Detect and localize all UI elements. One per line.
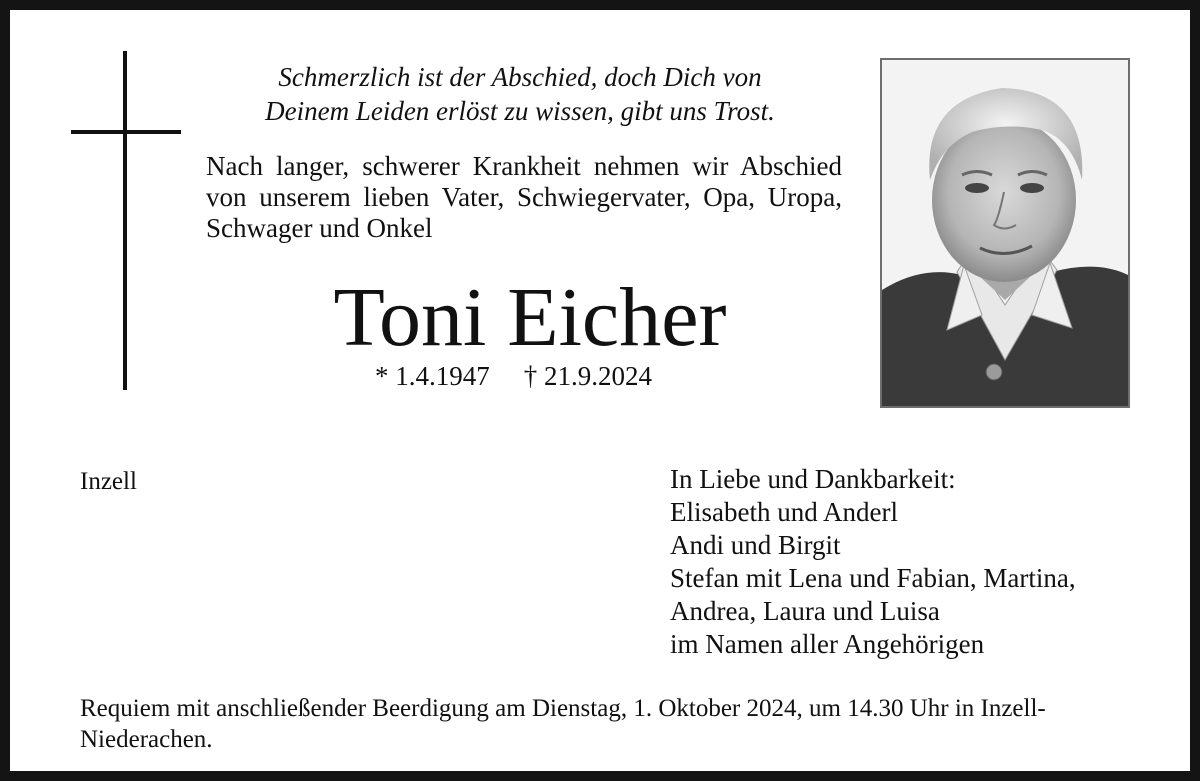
signoff-line: Stefan mit Lena und Fabian, Martina,: [670, 563, 1076, 593]
signoff-line: Andrea, Laura und Luisa: [670, 596, 940, 626]
cross-vertical-bar: [123, 51, 127, 390]
signoff-line: In Liebe und Dankbarkeit:: [670, 464, 956, 494]
quote-line-1: Schmerzlich ist der Abschied, doch Dich von: [278, 62, 762, 92]
intro-text: Nach langer, schwerer Krankheit nehmen wir Abschied von unserem lieben Vater, Schwiegervater, Opa, Uropa, Schwager und Onkel: [206, 151, 842, 243]
portrait-illustration: [882, 60, 1128, 406]
birth-date: * 1.4.1947: [375, 361, 490, 391]
funeral-details: Requiem mit anschließender Beerdigung am Dienstag, 1. Oktober 2024, um 14.30 Uhr in Inzell-Niederachen.: [80, 695, 1046, 753]
signoff-line: im Namen aller Angehörigen: [670, 629, 985, 659]
place-name: Inzell: [80, 468, 137, 495]
deceased-name: Toni Eicher: [333, 271, 727, 364]
death-date: † 21.9.2024: [523, 361, 652, 391]
consolation-quote: [190, 60, 850, 128]
mourners-signoff: [670, 463, 1140, 661]
cross-horizontal-bar: [71, 130, 181, 134]
signoff-line: Andi und Birgit: [670, 530, 841, 560]
quote-line-2: Deinem Leiden erlöst zu wissen, gibt uns Trost.: [265, 96, 775, 126]
portrait-photo: [880, 58, 1130, 408]
life-dates: [375, 358, 652, 394]
signoff-line: Elisabeth und Anderl: [670, 497, 898, 527]
